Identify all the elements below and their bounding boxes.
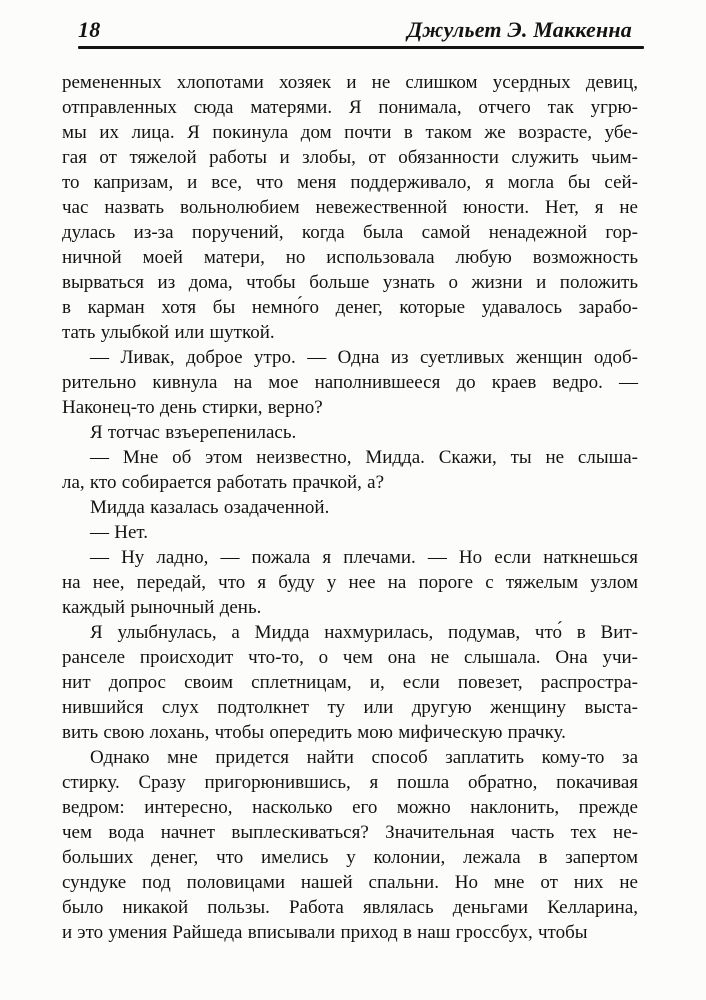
page-number: 18 <box>78 17 101 42</box>
text-line: тать улыбкой или шуткой. <box>62 322 275 343</box>
text-line: гая от тяжелой работы и злобы, от обязанности служить чьим- <box>62 147 638 168</box>
text-line: нит допрос своим сплетницам, и, если повезет, распростра- <box>62 672 638 693</box>
text-line: вить свою лохань, чтобы опередить мою мифическую прачку. <box>62 722 566 743</box>
text-line: то капризам, и все, что меня поддерживало, я могла бы сей- <box>62 172 638 193</box>
running-title-author: Джульет Э. Маккенна <box>407 17 632 42</box>
text-line: Однако мне придется найти способ заплатить кому-то за <box>90 747 638 768</box>
paragraph <box>62 495 638 520</box>
text-line: чем вода начнет выплескиваться? Значительная часть тех не- <box>62 822 638 843</box>
text-line: мы их лица. Я покинула дом почти в таком же возрасте, убе- <box>62 122 638 143</box>
text-line: — Мне об этом неизвестно, Мидда. Скажи, ты не слыша- <box>90 447 638 468</box>
text-line: Я тотчас взъерепенилась. <box>90 422 297 443</box>
header-rule <box>78 46 644 49</box>
text-line: ведром: интересно, насколько его можно наклонить, прежде <box>62 797 638 818</box>
text-line: нившийся слух подтолкнет ту или другую женщину выста- <box>62 697 638 718</box>
paragraph <box>62 545 638 620</box>
text-line: ремененных хлопотами хозяек и не слишком усердных девиц, <box>62 72 638 93</box>
text-line: час назвать вольнолюбием невежественной юности. Нет, я не <box>62 197 638 218</box>
paragraph <box>62 345 638 420</box>
text-line: было никакой пользы. Работа являлась деньгами Келларина, <box>62 897 638 918</box>
text-line: — Ну ладно, — пожала я плечами. — Но если наткнешься <box>90 547 638 568</box>
text-line: Я улыбнулась, а Мидда нахмурилась, подумав, что́ в Вит- <box>90 622 638 643</box>
paragraph <box>62 70 638 345</box>
text-line: Наконец-то день стирки, верно? <box>62 397 323 418</box>
text-line: — Ливак, доброе утро. — Одна из суетливых женщин одоб- <box>90 347 638 368</box>
text-line: в карман хотя бы немно́го денег, которые удавалось зарабо- <box>62 297 638 318</box>
text-line: каждый рыночный день. <box>62 597 262 618</box>
text-line: ранселе происходит что-то, о чем она не слышала. Она учи- <box>62 647 638 668</box>
text-line: Мидда казалась озадаченной. <box>90 497 330 518</box>
paragraph <box>62 420 638 445</box>
text-line: отправленных сюда матерями. Я понимала, отчего так угрю- <box>62 97 638 118</box>
paragraph <box>62 520 638 545</box>
text-line: — Нет. <box>90 522 149 543</box>
paragraph <box>62 745 638 945</box>
text-line: и это умения Райшеда вписывали приход в наш гроссбух, чтобы <box>62 922 588 943</box>
text-line: вырваться из дома, чтобы больше узнать о жизни и положить <box>62 272 638 293</box>
text-line: на нее, передай, что я буду у нее на пороге с тяжелым узлом <box>62 572 638 593</box>
body-text <box>62 70 638 945</box>
text-line: сундуке под половицами нашей спальни. Но мне от них не <box>62 872 638 893</box>
paragraph <box>62 620 638 745</box>
page-header <box>78 16 632 44</box>
text-line: ничной моей матери, но использовала любую возможность <box>62 247 638 268</box>
text-line: дулась из-за поручений, когда была самой ненадежной гор- <box>62 222 638 243</box>
text-line: стирку. Сразу пригорюнившись, я пошла обратно, покачивая <box>62 772 638 793</box>
paragraph <box>62 445 638 495</box>
text-line: рительно кивнула на мое наполнившееся до краев ведро. — <box>62 372 638 393</box>
text-line: больших денег, что имелись у колонии, лежала в запертом <box>62 847 638 868</box>
text-line: ла, кто собирается работать прачкой, а? <box>62 472 385 493</box>
